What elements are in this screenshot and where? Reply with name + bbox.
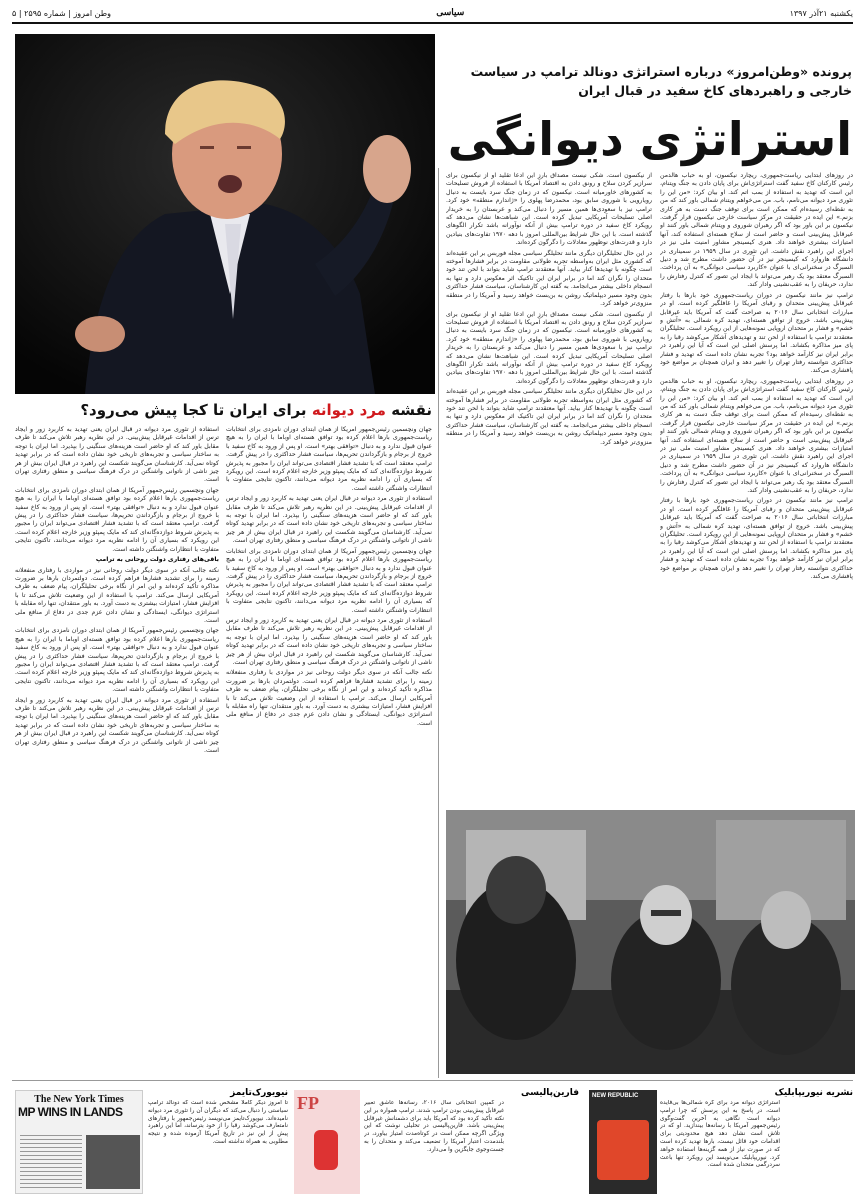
column-divider <box>438 168 439 1078</box>
paragraph: از نیکسون است. شکی نیست مصداق بارز این ادعا تقلید او از نیکسون برای سرازیر کردن سلاح و رونق دادن به اقتصاد آمریکا با استفاده از فروش تسلیحات به کشورهای خاورمیانه است. نیکسون که در زمان جنگ سرد بایست به دنبال رویارویی با شوروی سابق بود، محمدرضا پهلوی را «ژاندارم منطقه» خود کرد. ترامپ نیز با سعودی‌ها همین مسیر را دنبال می‌کند و عربستان را به خریدار اصلی تسلیحات آمریکایی تبدیل کرده است. این شباهت‌ها نشان می‌دهد که رویکرد کاخ سفید در دوره ترامپ بیش از آنکه نوآورانه باشد تکرار الگوهای گذشته است. با این حال شرایط بین‌المللی امروز با دهه ۱۹۷۰ تفاوت‌های بنیادین دارد و قدرت‌های نوظهور معادلات را دگرگون کرده‌اند. <box>446 172 652 247</box>
paragraph: جهان ونچسمین رئیس‌جمهور آمریکا از همان ابتدای دوران نامزدی برای انتخابات ریاست‌جمهوری بارها اعلام کرده بود توافق هسته‌ای اوباما با ایران را به هیچ عنوان قبول ندارد و به دنبال «توافقی بهتر» است. او پس از ورود به کاخ سفید با خروج از برجام و بازگرداندن تحریم‌ها، سیاست فشار حداکثری را در پیش گرفت. ترامپ معتقد است که با تشدید فشار اقتصادی می‌تواند ایران را مجبور به پذیرش شروط دوازده‌گانه‌ای کند که مایک پمپئو وزیر خارجه اعلام کرده است. این رویکرد که بسیاری آن را ادامه نظریه مرد دیوانه می‌دانند، تاکنون نتایجی متفاوت با انتظارات واشنگتن داشته است. <box>15 627 219 694</box>
paragraph: در این حال تحلیلگران دیگری مانند تحلیلگر سیاسی مجله فوربس بر این عقیده‌اند که کشوری مثل ایران به‌واسطه تجربه طولانی مقاومت در برابر فشارها آموخته است چگونه با تهدیدها کنار بیاید. آنها معتقدند ترامپ شاید بتواند با لحن تند خود متحدان را نگران کند اما در برابر ایران این تاکتیک اثر معکوس دارد و تنها به انسجام داخلی بیشتر می‌انجامد. به گفته این کارشناسان، سیاست فشار حداکثری بدون وجود مسیر دیپلماتیک روشن به بن‌بست خواهد رسید و آمریکا را در منطقه منزوی‌تر خواهد کرد. <box>446 249 652 308</box>
cover-title: FP <box>297 1093 319 1113</box>
subhead-highlight: مرد دیوانه <box>311 401 386 419</box>
box-nyt <box>148 1088 288 1192</box>
paragraph: ترامپ نیز مانند نیکسون در دوران ریاست‌جمهوری خود بارها با رفتار غیرقابل پیش‌بینی متحدان و رقبای آمریکا را غافلگیر کرده است. او در مبارزات انتخاباتی سال ۲۰۱۶ به صراحت گفت که آمریکا باید غیرقابل پیش‌بینی باشد. خروج از توافق هسته‌ای، تهدید کره شمالی به «آتش و خشم» و فشار بر متحدان اروپایی نمونه‌هایی از این رویکرد است. تحلیلگران معتقدند ترامپ با استفاده از لحن تند و تهدیدهای آشکار می‌کوشد رقبا را به پای میز مذاکره بکشاند. اما پرسش اصلی این است که آیا این راهبرد در برابر ایران نیز کارآمد خواهد بود؟ تجربه نشان داده است که تهدید و فشار حداکثری نتوانسته رفتار تهران را تغییر دهد و ایران همچنان بر مواضع خود پافشاری می‌کند. <box>660 291 853 375</box>
paragraph: جهان ونچسمین رئیس‌جمهور آمریکا از همان ابتدای دوران نامزدی برای انتخابات ریاست‌جمهوری بارها اعلام کرده بود توافق هسته‌ای اوباما با ایران را به هیچ عنوان قبول ندارد و به دنبال «توافقی بهتر» است. او پس از ورود به کاخ سفید با خروج از برجام و بازگرداندن تحریم‌ها، سیاست فشار حداکثری را در پیش گرفت. ترامپ معتقد است که با تشدید فشار اقتصادی می‌تواند ایران را مجبور به پذیرش شروط دوازده‌گانه‌ای کند که مایک پمپئو وزیر خارجه اعلام کرده است. این رویکرد که بسیاری آن را ادامه نظریه مرد دیوانه می‌دانند، تاکنون نتایجی متفاوت با انتظارات واشنگتن داشته است. <box>226 426 432 492</box>
paragraph: استفاده از تئوری مرد دیوانه در قبال ایران یعنی تهدید به کاربرد زور و ایجاد ترس از اقدامات غیرقابل پیش‌بینی. در این نظریه رهبر تلاش می‌کند تا طرف مقابل باور کند که او حاضر است هزینه‌های سنگینی را بپذیرد. اما ایران با توجه به ساختار سیاسی و تجربه‌های تاریخی خود نشان داده است که در برابر تهدید کوتاه نمی‌آید. کارشناسان می‌گویند شکست این راهبرد در قبال ایران بیش از هر چیز ناشی از ناتوانی واشنگتن در درک فرهنگ سیاسی و منطق رفتاری تهران است. <box>15 426 219 484</box>
article-headline: استراتژی دیوانگی <box>447 112 852 166</box>
paragraph: استفاده از تئوری مرد دیوانه در قبال ایران یعنی تهدید به کاربرد زور و ایجاد ترس از اقدامات غیرقابل پیش‌بینی. در این نظریه رهبر تلاش می‌کند تا طرف مقابل باور کند که او حاضر است هزینه‌های سنگینی را بپذیرد. اما ایران با توجه به ساختار سیاسی و تجربه‌های تاریخی خود نشان داده است که در برابر تهدید کوتاه نمی‌آید. کارشناسان می‌گویند شکست این راهبرد در قبال ایران بیش از هر چیز ناشی از ناتوانی واشنگتن در درک فرهنگ سیاسی و منطق رفتاری تهران است. <box>226 616 432 666</box>
box-title: نیویورک‌تایمز <box>230 1088 288 1098</box>
article-column-middle <box>446 172 652 802</box>
cover-title: The New York Times <box>34 1094 124 1105</box>
box-text: در کمپین انتخاباتی سال ۲۰۱۶، رسانه‌ها عاشق تعبیر غیرقابل پیش‌بینی بودن ترامپ شدند. ترامپ همواره بر این نکته تأکید کرده بود که آمریکا باید برای دشمنانش غیرقابل پیش‌بینی باشد. فارین‌پالیسی در تحلیلی نوشت که این ویژگی اگرچه ممکن است در کوتاه‌مدت امتیاز بیاورد، در بلندمدت اعتبار آمریکا را تضعیف می‌کند و متحدان را به جست‌وجوی جایگزین وا می‌دارد. <box>364 1100 504 1153</box>
paragraph: نکته جالب آنکه در سوی دیگر دولت روحانی نیز در مواردی با رفتاری منفعلانه زمینه را برای تشدید فشارها فراهم کرده است. دولتمردان بارها بر ضرورت مذاکره تأکید کرده‌اند و این امر از نگاه برخی تحلیلگران، پیام ضعف به طرف آمریکایی ارسال می‌کند. ترامپ با استفاده از این وضعیت تلاش می‌کند تا با افزایش فشار، امتیازات بیشتری به دست آورد. به باور منتقدان، تنها راه مقابله با استراتژی دیوانگی، ایستادگی و نشان دادن عزم جدی در دفاع از منافع ملی است. <box>15 566 219 624</box>
paper-name: وطن امروز <box>73 8 111 18</box>
page-number: ۵ <box>12 8 17 18</box>
bottom-divider <box>12 1080 853 1081</box>
paragraph: نکته جالب آنکه در سوی دیگر دولت روحانی نیز در مواردی با رفتاری منفعلانه زمینه را برای تشدید فشارها فراهم کرده است. دولتمردان بارها بر ضرورت مذاکره تأکید کرده‌اند و این امر از نگاه برخی تحلیلگران، پیام ضعف به طرف آمریکایی ارسال می‌کند. ترامپ با استفاده از این وضعیت تلاش می‌کند تا با افزایش فشار، امتیازات بیشتری به دست آورد. به باور منتقدان، تنها راه مقابله با استراتژی دیوانگی، ایستادگی و نشان دادن عزم جدی در دفاع از منافع ملی است. <box>226 669 432 727</box>
foreign-policy-cover <box>294 1090 360 1194</box>
paragraph: استفاده از تئوری مرد دیوانه در قبال ایران یعنی تهدید به کاربرد زور و ایجاد ترس از اقدامات غیرقابل پیش‌بینی. در این نظریه رهبر تلاش می‌کند تا طرف مقابل باور کند که او حاضر است هزینه‌های سنگینی را بپذیرد. اما ایران با توجه به ساختار سیاسی و تجربه‌های تاریخی خود نشان داده است که در برابر تهدید کوتاه نمی‌آید. کارشناسان می‌گویند شکست این راهبرد در قبال ایران بیش از هر چیز ناشی از ناتوانی واشنگتن در درک فرهنگ سیاسی و منطق رفتاری تهران است. <box>226 495 432 545</box>
box-new-republic <box>660 1088 853 1192</box>
article-kicker: پرونده «وطن‌امروز» درباره استراتژی دونالد ترامپ در سیاست خارجی و راهبردهای کاخ سفید در قبال ایران <box>470 64 852 98</box>
cover-headline: MP WINS IN LANDS <box>18 1105 123 1119</box>
box-title: فارین‌پالیسی <box>520 1088 579 1098</box>
section-subheading: باقی‌های رفتاری دولت روحانی به ترامپ <box>95 556 219 564</box>
subheadline <box>20 400 432 420</box>
article-column-right <box>660 172 853 802</box>
new-republic-cover <box>589 1090 657 1194</box>
paragraph: در این حال تحلیلگران دیگری مانند تحلیلگر سیاسی مجله فوربس بر این عقیده‌اند که کشوری مثل ایران به‌واسطه تجربه طولانی مقاومت در برابر فشارها آموخته است چگونه با تهدیدها کنار بیاید. آنها معتقدند ترامپ شاید بتواند با لحن تند خود متحدان را نگران کند اما در برابر ایران این تاکتیک اثر معکوس دارد و تنها به انسجام داخلی بیشتر می‌انجامد. به گفته این کارشناسان، سیاست فشار حداکثری بدون وجود مسیر دیپلماتیک روشن به بن‌بست خواهد رسید و آمریکا را در منطقه منزوی‌تر خواهد کرد. <box>446 388 652 446</box>
section-name: سیاسی <box>436 8 465 18</box>
subhead-post: برای ایران تا کجا پیش می‌رود؟ <box>80 401 307 419</box>
article-column-left-b <box>15 426 219 1076</box>
paragraph: در روزهای ابتدایی ریاست‌جمهوری، ریچارد نیکسون، او به حباب هالدمن رئیس کارکنان کاخ سفید گفت استراتژی‌اش برای پایان دادن به جنگ ویتنام، این است که تهدید به استفاده از بمب اتم کند. او بیان کرد: «من این را تئوری مرد دیوانه می‌نامم، باب. من می‌خواهم ویتنام شمالی باور کند که من به نقطه‌ای رسیده‌ام که ممکن است برای توقف جنگ دست به هر کاری بزنم.» این ایده در حقیقت در مرکز سیاست خارجی نیکسون قرار گرفت. نیکسون بر این باور بود که اگر رهبران شوروی و ویتنام شمالی باور کنند او غیرقابل پیش‌بینی است و حاضر است از سلاح هسته‌ای استفاده کند، آنها امتیازات بیشتری خواهند داد. هنری کیسینجر مشاور امنیت ملی نیز در اجرای این راهبرد نقش داشت. این تئوری در سال ۱۹۵۹ در سمیناری در دانشگاه هاروارد که کیسینجر نیز در آن حضور داشت مطرح شد و دنیل السبرگ در سخنرانی‌ای با عنوان «کاربرد سیاسی دیوانگی» به آن پرداخت. السبرگ معتقد بود یک رهبر می‌تواند با ایجاد این تصور که کنترل رفتارش را ندارد، حریفان را به عقب‌نشینی وادار کند. <box>660 172 853 289</box>
paragraph: در روزهای ابتدایی ریاست‌جمهوری، ریچارد نیکسون، او به حباب هالدمن رئیس کارکنان کاخ سفید گفت استراتژی‌اش برای پایان دادن به جنگ ویتنام، این است که تهدید به استفاده از بمب اتم کند. او بیان کرد: «من این را تئوری مرد دیوانه می‌نامم، باب. من می‌خواهم ویتنام شمالی باور کند که من به نقطه‌ای رسیده‌ام که ممکن است برای توقف جنگ دست به هر کاری بزنم.» این ایده در حقیقت در مرکز سیاست خارجی نیکسون قرار گرفت. نیکسون بر این باور بود که اگر رهبران شوروی و ویتنام شمالی باور کنند او غیرقابل پیش‌بینی است و حاضر است از سلاح هسته‌ای استفاده کند، آنها امتیازات بیشتری خواهند داد. هنری کیسینجر مشاور امنیت ملی نیز در اجرای این راهبرد نقش داشت. این تئوری در سال ۱۹۵۹ در سمیناری در دانشگاه هاروارد که کیسینجر نیز در آن حضور داشت مطرح شد و دنیل السبرگ در سخنرانی‌ای با عنوان «کاربرد سیاسی دیوانگی» به آن پرداخت. السبرگ معتقد بود یک رهبر می‌تواند با ایجاد این تصور که کنترل رفتارش را ندارد، حریفان را به عقب‌نشینی وادار کند. <box>660 377 853 495</box>
box-text: تا امروز دیگر کاملاً مشخص شده است که دونالد ترامپ سیاستی را دنبال می‌کند که دیگران آن را تئوری مرد دیوانه نامیده‌اند. نیویورک‌تایمز می‌نویسد رئیس‌جمهور با رفتارهای نامتعارف می‌کوشد رقبا را از خود بترساند، اما این راهبرد پیش از این نیز در تاریخ آمریکا آزموده شده و نتیجه مطلوبی به همراه نداشته است. <box>148 1100 288 1145</box>
box-title: نشریه نیوریپابلیک <box>774 1088 853 1098</box>
paragraph: جهان ونچسمین رئیس‌جمهور آمریکا از همان ابتدای دوران نامزدی برای انتخابات ریاست‌جمهوری بارها اعلام کرده بود توافق هسته‌ای اوباما با ایران را به هیچ عنوان قبول ندارد و به دنبال «توافقی بهتر» است. او پس از ورود به کاخ سفید با خروج از برجام و بازگرداندن تحریم‌ها، سیاست فشار حداکثری را در پیش گرفت. ترامپ معتقد است که با تشدید فشار اقتصادی می‌تواند ایران را مجبور به پذیرش شروط دوازده‌گانه‌ای کند که مایک پمپئو وزیر خارجه اعلام کرده است. این رویکرد که بسیاری آن را ادامه نظریه مرد دیوانه می‌دانند، تاکنون نتایجی متفاوت با انتظارات واشنگتن داشته است. <box>15 486 219 553</box>
box-text: استراتژی دیوانه مرد برای کره شمالی‌ها بی‌فایده است، در پاسخ به این پرسش که چرا ترامپ دیوانه است نگاهی به آخرین گفت‌وگوی رئیس‌جمهور آمریکا با رسانه‌ها بیندازید. او که در تلاش است نشان دهد هیچ محدودیتی برای اقدامات خود قائل نیست، بارها تهدید کرده است که در صورت نیاز از همه گزینه‌ها استفاده خواهد کرد. نیوریپابلیک می‌نویسد این رویکرد تنها باعث سردرگمی متحدان شده است. <box>660 1100 780 1169</box>
cover-title: NEW REPUBLIC <box>592 1093 639 1099</box>
article-column-left-a <box>226 426 432 1076</box>
trump-photo <box>15 34 435 394</box>
issue-date: یکشنبه ۲۱آذر ۱۳۹۷ <box>789 8 853 18</box>
issue-info: وطن امروز | شماره ۲۵۹۵ | ۵ <box>12 8 111 18</box>
paragraph: جهان ونچسمین رئیس‌جمهور آمریکا از همان ابتدای دوران نامزدی برای انتخابات ریاست‌جمهوری بارها اعلام کرده بود توافق هسته‌ای اوباما با ایران را به هیچ عنوان قبول ندارد و به دنبال «توافقی بهتر» است. او پس از ورود به کاخ سفید با خروج از برجام و بازگرداندن تحریم‌ها، سیاست فشار حداکثری را در پیش گرفت. ترامپ معتقد است که با تشدید فشار اقتصادی می‌تواند ایران را مجبور به پذیرش شروط دوازده‌گانه‌ای کند که مایک پمپئو وزیر خارجه اعلام کرده است. این رویکرد که بسیاری آن را ادامه نظریه مرد دیوانه می‌دانند، تاکنون نتایجی متفاوت با انتظارات واشنگتن داشته است. <box>226 547 432 614</box>
paragraph: ترامپ نیز مانند نیکسون در دوران ریاست‌جمهوری خود بارها با رفتار غیرقابل پیش‌بینی متحدان و رقبای آمریکا را غافلگیر کرده است. او در مبارزات انتخاباتی سال ۲۰۱۶ به صراحت گفت که آمریکا باید غیرقابل پیش‌بینی باشد. خروج از توافق هسته‌ای، تهدید کره شمالی به «آتش و خشم» و فشار بر متحدان اروپایی نمونه‌هایی از این رویکرد است. تحلیلگران معتقدند ترامپ با استفاده از لحن تند و تهدیدهای آشکار می‌کوشد رقبا را به پای میز مذاکره بکشاند. اما پرسش اصلی این است که آیا این راهبرد در برابر ایران نیز کارآمد خواهد بود؟ تجربه نشان داده است که تهدید و فشار حداکثری نتوانسته رفتار تهران را تغییر دهد و ایران همچنان بر مواضع خود پافشاری می‌کند. <box>660 497 853 581</box>
paragraph: از نیکسون است. شکی نیست مصداق بارز این ادعا تقلید او از نیکسون برای سرازیر کردن سلاح و رونق دادن به اقتصاد آمریکا با استفاده از فروش تسلیحات به کشورهای خاورمیانه است. نیکسون که در زمان جنگ سرد بایست به دنبال رویارویی با شوروی سابق بود، محمدرضا پهلوی را «ژاندارم منطقه» خود کرد. ترامپ نیز با سعودی‌ها همین مسیر را دنبال می‌کند و عربستان را به خریدار اصلی تسلیحات آمریکایی تبدیل کرده است. این شباهت‌ها نشان می‌دهد که رویکرد کاخ سفید در دوره ترامپ بیش از آنکه نوآورانه باشد تکرار الگوهای گذشته است. با این حال شرایط بین‌المللی امروز با دهه ۱۹۷۰ تفاوت‌های بنیادین دارد و قدرت‌های نوظهور معادلات را دگرگون کرده‌اند. <box>446 310 652 385</box>
subhead-pre: نقشه <box>391 401 432 419</box>
paragraph: استفاده از تئوری مرد دیوانه در قبال ایران یعنی تهدید به کاربرد زور و ایجاد ترس از اقدامات غیرقابل پیش‌بینی. در این نظریه رهبر تلاش می‌کند تا طرف مقابل باور کند که او حاضر است هزینه‌های سنگینی را بپذیرد. اما ایران با توجه به ساختار سیاسی و تجربه‌های تاریخی خود نشان داده است که در برابر تهدید کوتاه نمی‌آید. کارشناسان می‌گویند شکست این راهبرد در قبال ایران بیش از هر چیز ناشی از ناتوانی واشنگتن در درک فرهنگ سیاسی و منطق رفتاری تهران است. <box>15 696 219 755</box>
page-header <box>12 6 853 20</box>
header-rule <box>12 22 853 24</box>
nixon-kissinger-photo <box>446 810 855 1074</box>
nyt-cover <box>15 1090 143 1194</box>
box-foreign-policy <box>364 1088 579 1192</box>
issue-number: شماره ۲۵۹۵ <box>24 8 66 18</box>
